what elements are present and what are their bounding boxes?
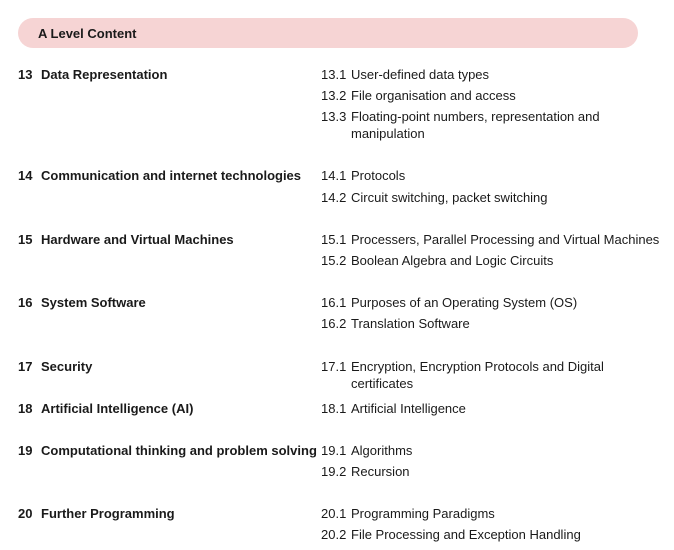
- topic-title: Computational thinking and problem solving: [41, 443, 317, 458]
- subtopic-item: [321, 252, 667, 269]
- subtopic-number: 13.3: [321, 109, 347, 124]
- topic-heading: [18, 167, 301, 184]
- subtopic-number: 13.1: [321, 67, 347, 82]
- subtopic-number: 19.2: [321, 464, 347, 479]
- subtopic-number: 19.1: [321, 443, 347, 458]
- subtopic-item: [321, 400, 667, 417]
- subtopic-item: [321, 526, 667, 543]
- subtopic-label: File organisation and access: [351, 88, 516, 103]
- topic-title: Hardware and Virtual Machines: [41, 232, 234, 247]
- subtopic-label: Algorithms: [351, 443, 413, 458]
- subtopic-number: 20.1: [321, 506, 347, 521]
- subtopic-number: 16.2: [321, 316, 347, 331]
- topic-number: 20: [18, 506, 33, 521]
- topic-heading: [18, 400, 193, 417]
- topic-heading: [18, 358, 92, 375]
- topic-title: Data Representation: [41, 67, 168, 82]
- subtopic-label: User-defined data types: [351, 67, 490, 82]
- subtopic-item: [321, 189, 667, 206]
- topic-number: 16: [18, 295, 33, 310]
- topic-heading: [18, 294, 146, 311]
- subtopic-number: 20.2: [321, 527, 347, 542]
- topic-title: Security: [41, 359, 93, 374]
- topic-number: 13: [18, 67, 33, 82]
- subtopic-number: 15.1: [321, 232, 347, 247]
- subtopic-label: Encryption, Encryption Protocols and Digital certificates: [351, 359, 604, 391]
- subtopic-number: 18.1: [321, 401, 347, 416]
- subtopic-number: 13.2: [321, 88, 347, 103]
- subtopic-item: [321, 87, 667, 104]
- subtopic-item: [321, 442, 667, 459]
- subtopic-item: [321, 167, 667, 184]
- subtopic-item: [321, 108, 601, 142]
- topic-heading: [18, 231, 234, 248]
- subtopic-number: 16.1: [321, 295, 347, 310]
- subtopic-number: 14.2: [321, 190, 347, 205]
- topic-title: System Software: [41, 295, 146, 310]
- subtopic-label: Floating-point numbers, representation and manipulation: [351, 109, 600, 141]
- section-title: A Level Content: [38, 26, 137, 41]
- subtopic-label: Programming Paradigms: [351, 506, 495, 521]
- subtopic-label: File Processing and Exception Handling: [351, 527, 581, 542]
- subtopic-label: Artificial Intelligence: [351, 401, 466, 416]
- topic-title: Artificial Intelligence (AI): [41, 401, 194, 416]
- subtopic-label: Purposes of an Operating System (OS): [351, 295, 578, 310]
- subtopic-number: 14.1: [321, 168, 347, 183]
- subtopic-number: 17.1: [321, 359, 347, 374]
- topic-title: Further Programming: [41, 506, 175, 521]
- subtopic-item: [321, 463, 667, 480]
- topic-number: 15: [18, 232, 33, 247]
- topic-number: 18: [18, 401, 33, 416]
- subtopic-label: Protocols: [351, 168, 406, 183]
- topic-heading: [18, 442, 317, 459]
- topic-number: 14: [18, 168, 33, 183]
- subtopic-item: [321, 294, 667, 311]
- subtopic-label: Translation Software: [351, 316, 470, 331]
- subtopic-label: Circuit switching, packet switching: [351, 190, 548, 205]
- section-header-bar: [18, 18, 638, 48]
- topic-title: Communication and internet technologies: [41, 168, 302, 183]
- subtopic-item: [321, 505, 667, 522]
- subtopic-item: [321, 231, 667, 248]
- topic-number: 17: [18, 359, 33, 374]
- subtopic-item: [321, 315, 667, 332]
- subtopic-label: Recursion: [351, 464, 410, 479]
- topic-heading: [18, 66, 167, 83]
- subtopic-label: Processers, Parallel Processing and Virtual Machines: [351, 232, 660, 247]
- topic-heading: [18, 505, 175, 522]
- subtopic-label: Boolean Algebra and Logic Circuits: [351, 253, 554, 268]
- topic-number: 19: [18, 443, 33, 458]
- subtopic-number: 15.2: [321, 253, 347, 268]
- subtopic-item: [321, 358, 667, 392]
- subtopic-item: [321, 66, 667, 83]
